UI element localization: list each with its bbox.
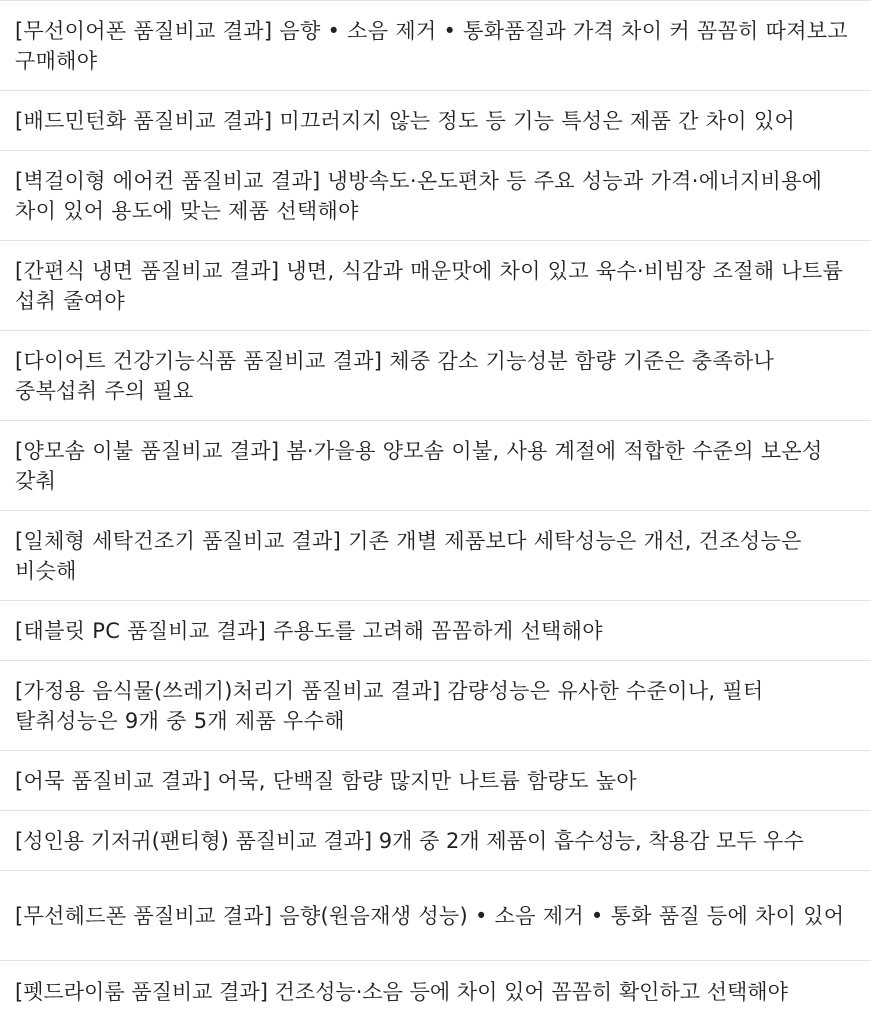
list-item[interactable] — [0, 421, 871, 511]
list-item[interactable] — [0, 661, 871, 751]
news-title-link[interactable]: [무선헤드폰 품질비교 결과] 음향(원음재생 성능) • 소음 제거 • 통화 품질 등에 차이 있어 — [15, 903, 845, 928]
news-title-link[interactable]: [벽걸이형 에어컨 품질비교 결과] 냉방속도·온도편차 등 주요 성능과 가격·에너지비용에 차이 있어 용도에 맞는 제품 선택해야 — [15, 168, 823, 223]
list-item[interactable] — [0, 601, 871, 661]
news-title-link[interactable]: [어묵 품질비교 결과] 어묵, 단백질 함량 많지만 나트륨 함량도 높아 — [15, 768, 637, 793]
list-item[interactable] — [0, 511, 871, 601]
list-item[interactable] — [0, 91, 871, 151]
list-item[interactable] — [0, 151, 871, 241]
news-title-link[interactable]: [무선이어폰 품질비교 결과] 음향 • 소음 제거 • 통화품질과 가격 차이 커 꼼꼼히 따져보고 구매해야 — [15, 18, 848, 73]
list-item[interactable] — [0, 1, 871, 91]
news-title-link[interactable]: [양모솜 이불 품질비교 결과] 봄·가을용 양모솜 이불, 사용 계절에 적합한 수준의 보온성 갖춰 — [15, 438, 823, 493]
list-item[interactable] — [0, 811, 871, 871]
list-item[interactable] — [0, 751, 871, 811]
news-title-link[interactable]: [배드민턴화 품질비교 결과] 미끄러지지 않는 정도 등 기능 특성은 제품 간 차이 있어 — [15, 108, 796, 133]
news-title-link[interactable]: [가정용 음식물(쓰레기)처리기 품질비교 결과] 감량성능은 유사한 수준이나, 필터 탈취성능은 9개 중 5개 제품 우수해 — [15, 678, 764, 733]
news-title-link[interactable]: [성인용 기저귀(팬티형) 품질비교 결과] 9개 중 2개 제품이 흡수성능, 착용감 모두 우수 — [15, 828, 804, 853]
list-item[interactable] — [0, 331, 871, 421]
list-item[interactable] — [0, 961, 871, 1022]
news-title-link[interactable]: [펫드라이룸 품질비교 결과] 건조성능·소음 등에 차이 있어 꼼꼼히 확인하고 선택해야 — [15, 979, 788, 1004]
list-item[interactable] — [0, 241, 871, 331]
news-title-link[interactable]: [간편식 냉면 품질비교 결과] 냉면, 식감과 매운맛에 차이 있고 육수·비빔장 조절해 나트륨 섭취 줄여야 — [15, 258, 844, 313]
news-title-link[interactable]: [일체형 세탁건조기 품질비교 결과] 기존 개별 제품보다 세탁성능은 개선, 건조성능은 비슷해 — [15, 528, 802, 583]
list-item[interactable] — [0, 871, 871, 961]
news-title-link[interactable]: [다이어트 건강기능식품 품질비교 결과] 체중 감소 기능성분 함량 기준은 충족하나 중복섭취 주의 필요 — [15, 348, 775, 403]
news-title-link[interactable]: [태블릿 PC 품질비교 결과] 주용도를 고려해 꼼꼼하게 선택해야 — [15, 618, 603, 643]
